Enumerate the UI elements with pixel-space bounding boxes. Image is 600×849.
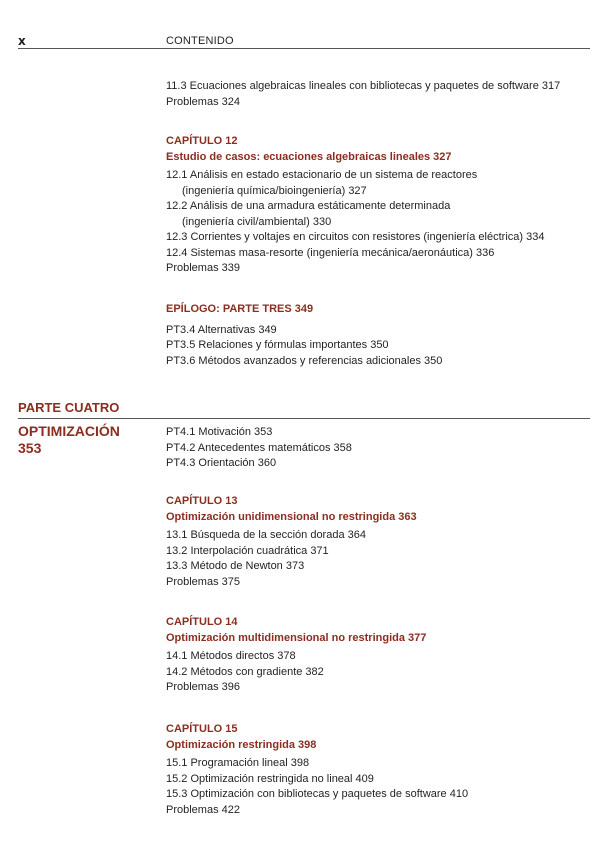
toc-entry: PT4.3 Orientación 360 [166, 457, 277, 469]
toc-entry-continuation: (ingeniería civil/ambiental) 330 [182, 215, 332, 228]
part-divider [18, 418, 590, 419]
page-number: x [18, 34, 26, 48]
chapter-13 [166, 494, 586, 590]
toc-entry: PT4.1 Motivación 353 [166, 426, 273, 438]
toc-entry-continuation: (ingeniería química/bioingeniería) 327 [182, 184, 367, 197]
chapter-label: CAPÍTULO 13 [166, 495, 238, 507]
part-title-text: OPTIMIZACIÓN [18, 423, 120, 439]
chapter-15 [166, 722, 586, 818]
toc-entry: 13.3 Método de Newton 373 [166, 560, 305, 572]
chapter-title: Optimización restringida 398 [166, 738, 317, 751]
toc-entry: Problemas 324 [166, 95, 240, 108]
chapter-14 [166, 615, 586, 696]
running-header [18, 34, 590, 49]
part-title [18, 423, 120, 457]
epilogue [166, 302, 586, 369]
part-label: PARTE CUATRO [18, 400, 120, 415]
header-title: CONTENIDO [166, 35, 234, 47]
toc-entry: 15.1 Programación lineal 398 [166, 757, 310, 769]
toc-entry: 14.1 Métodos directos 378 [166, 650, 296, 662]
toc-entry: Problemas 339 [166, 262, 240, 274]
toc-entry: 13.1 Búsqueda de la sección dorada 364 [166, 529, 366, 541]
toc-entry: Problemas 375 [166, 575, 240, 588]
chapter-label: CAPÍTULO 14 [166, 616, 238, 628]
toc-entry: 14.2 Métodos con gradiente 382 [166, 665, 324, 678]
toc-entry: 12.1 Análisis en estado estacionario de un sistema de reactores [166, 169, 478, 181]
part-title-page: 353 [18, 440, 42, 456]
chapter-title: Estudio de casos: ecuaciones algebraicas lineales 327 [166, 150, 452, 163]
chapter-title: Optimización multidimensional no restringida 377 [166, 631, 427, 644]
chapter-title: Optimización unidimensional no restringida 363 [166, 510, 417, 523]
toc-entry: Problemas 396 [166, 681, 240, 693]
toc-entry: PT3.6 Métodos avanzados y referencias adicionales 350 [166, 354, 443, 367]
toc-entry: 12.3 Corrientes y voltajes en circuitos con resistores (ingeniería eléctrica) 334 [166, 231, 545, 243]
toc-entry: 15.3 Optimización con bibliotecas y paquetes de software 410 [166, 788, 469, 800]
epilogue-title: EPÍLOGO: PARTE TRES 349 [166, 303, 314, 315]
toc-entry: PT3.4 Alternativas 349 [166, 323, 277, 336]
toc-entry: Problemas 422 [166, 803, 240, 816]
toc-entry: 13.2 Interpolación cuadrática 371 [166, 544, 329, 557]
chapter-label: CAPÍTULO 15 [166, 723, 238, 735]
toc-entry: PT3.5 Relaciones y fórmulas importantes 350 [166, 339, 389, 351]
toc-entry: 12.4 Sistemas masa-resorte (ingeniería mecánica/aeronáutica) 336 [166, 246, 495, 259]
toc-entry: PT4.2 Antecedentes matemáticos 358 [166, 441, 352, 454]
chapter-label: CAPÍTULO 12 [166, 135, 238, 147]
section-11-tail [166, 79, 586, 110]
toc-entry: 11.3 Ecuaciones algebraicas lineales con bibliotecas y paquetes de software 317 [166, 80, 561, 92]
part-4-intro [166, 425, 586, 472]
toc-entry: 15.2 Optimización restringida no lineal 409 [166, 772, 374, 785]
toc-entry: 12.2 Análisis de una armadura estáticamente determinada [166, 200, 451, 212]
chapter-12 [166, 134, 586, 277]
